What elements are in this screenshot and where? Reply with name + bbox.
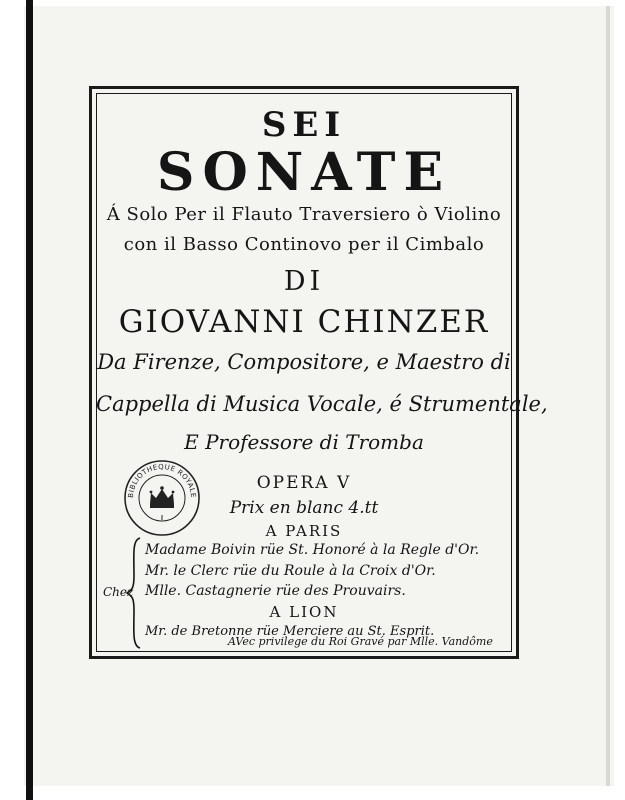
composer-post: Cappella di Musica Vocale, é Strumentale, xyxy=(96,392,548,416)
title-di: DI xyxy=(283,266,325,297)
composer-origin: Da Firenze, Compositore, e Maestro di xyxy=(97,350,511,374)
composer-name: GIOVANNI CHINZER xyxy=(118,304,490,340)
privilege-line: AVec privilege du Roi Gravé par Mlle. Vandôme xyxy=(228,635,493,648)
seller-le-clerc: Mr. le Clerc rüe du Roule à la Croix d'Or. xyxy=(145,563,436,579)
seller-castagnerie: Mlle. Castagnerie rüe des Prouvairs. xyxy=(145,583,406,599)
opus-number: OPERA V xyxy=(256,473,352,493)
stamp-text: BIBLIOTHEQUE ROYALE xyxy=(126,462,198,499)
seller-boivin: Madame Boivin rüe St. Honoré à la Regle d'Or. xyxy=(145,542,480,558)
city-paris: A PARIS xyxy=(265,522,343,540)
page-edge xyxy=(606,6,610,786)
library-stamp xyxy=(121,458,203,538)
price: Prix en blanc 4.tt xyxy=(229,498,379,518)
title-sei: SEI xyxy=(261,105,347,145)
title-sonate: SONATE xyxy=(156,142,452,203)
binding-spine xyxy=(26,0,33,800)
city-lion: A LION xyxy=(269,603,339,621)
chez-label: Chez xyxy=(103,585,134,599)
composer-professor: E Professore di Tromba xyxy=(184,430,424,454)
subtitle-solo: Á Solo Per il Flauto Traversiero ò Violino xyxy=(106,204,502,225)
subtitle-basso: con il Basso Continovo per il Cimbalo xyxy=(123,234,485,255)
seller-bretonne: Mr. de Bretonne rüe Merciere au St. Esprit. xyxy=(145,624,435,639)
